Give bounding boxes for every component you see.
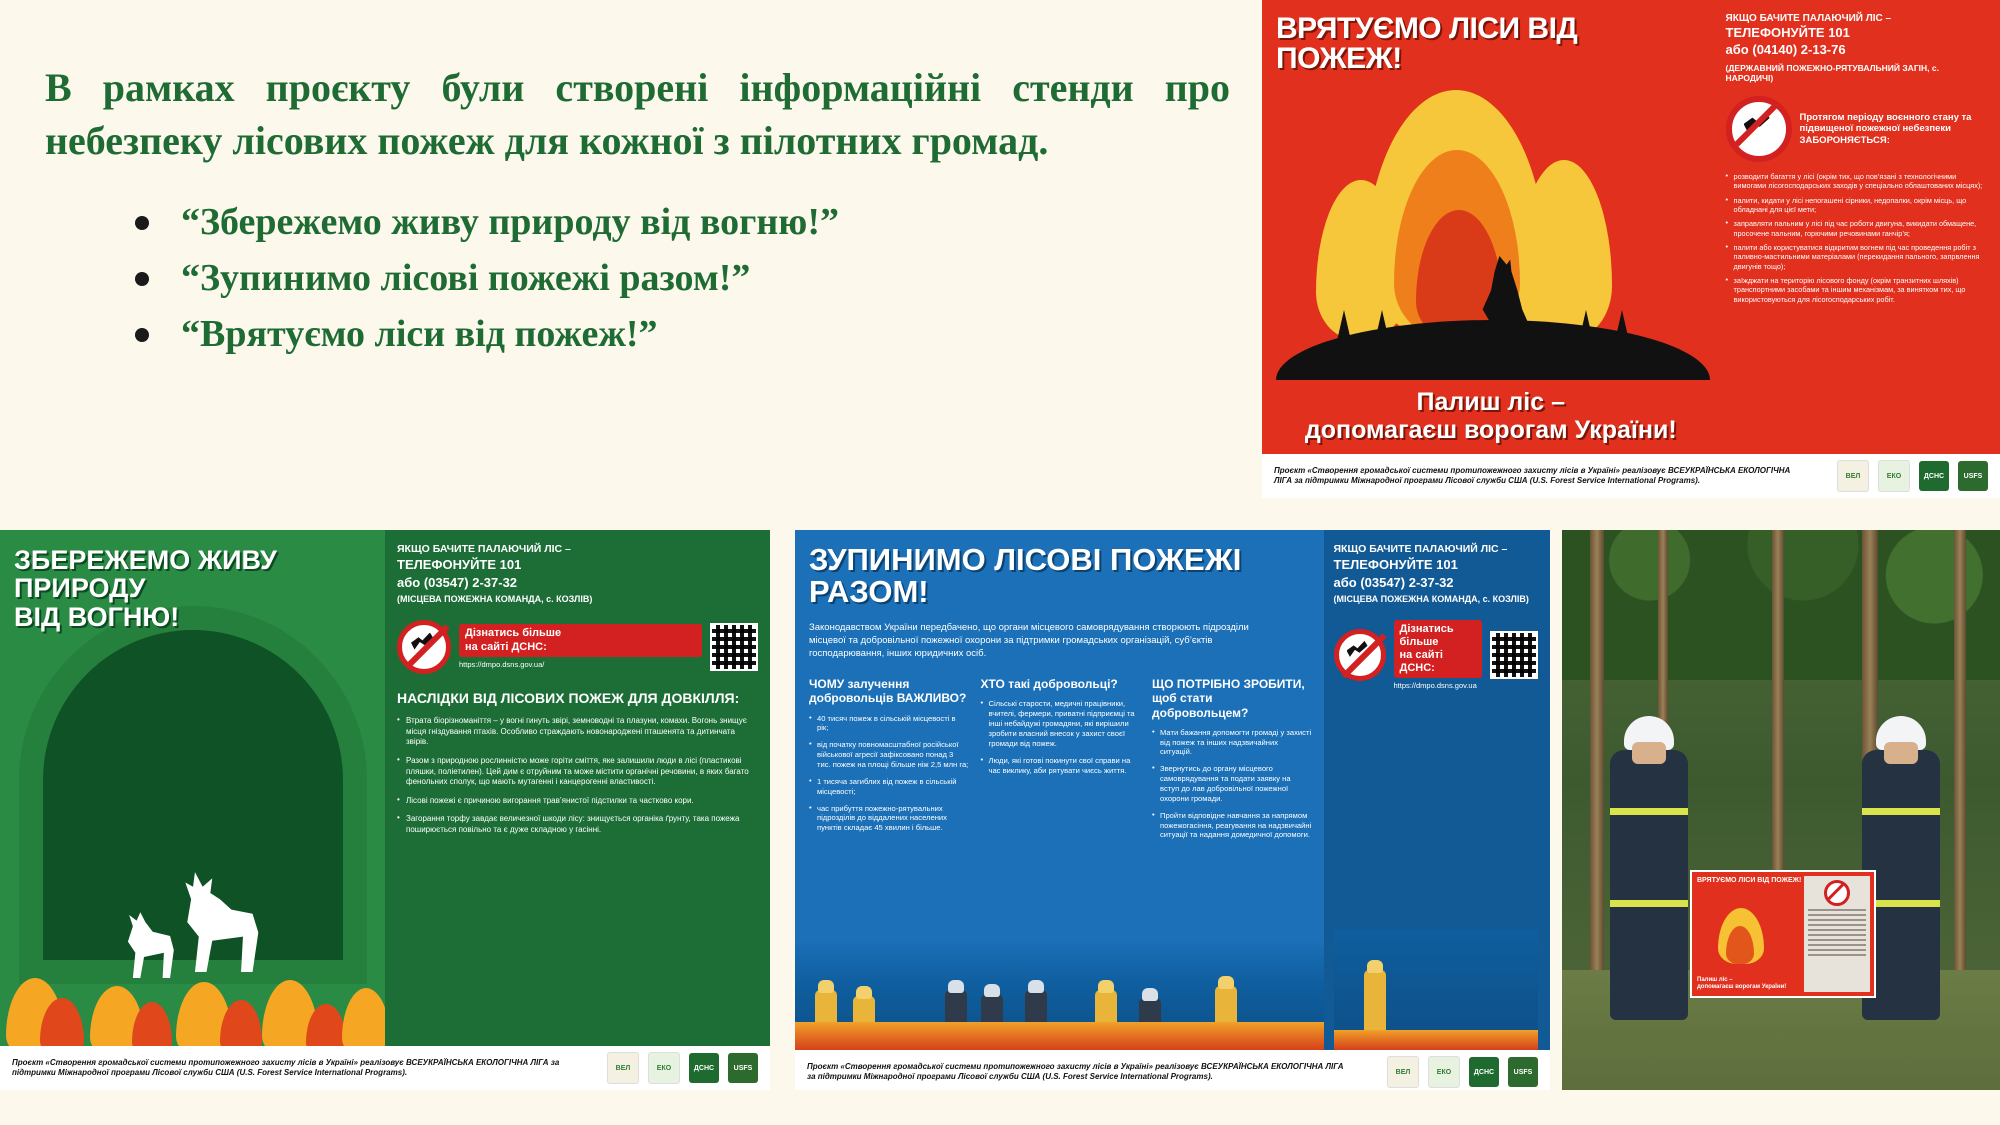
uniform-stripe (1610, 808, 1688, 815)
firefighter-figure (1364, 970, 1386, 1036)
poster-save-forests-from-fires (1262, 0, 2000, 498)
poster-blue-title-line2: РАЗОМ! (809, 574, 929, 610)
hose-illustration (1334, 930, 1539, 1050)
column-list (809, 714, 969, 834)
poster-green-info-panel (385, 530, 770, 1090)
flame-border-illustration (0, 960, 385, 1056)
poster-green-left-panel (0, 530, 385, 1090)
mini-poster-title: ВРЯТУЄМО ЛІСИ ВІД ПОЖЕЖ! (1697, 877, 1802, 884)
poster-green-title-line2: ВІД ВОГНЮ! (14, 601, 180, 632)
held-mini-poster (1690, 870, 1876, 998)
prohibition-rules-list (1726, 172, 1986, 304)
text-line (1808, 914, 1866, 916)
uniform-stripe (1610, 900, 1688, 907)
poster-blue-title (809, 544, 1312, 608)
logo-row (1387, 1056, 1538, 1088)
list-item: • Мати бажання допомогти громаді у захисті від пожеж та інших надзвичайних ситуацій. (1152, 728, 1312, 758)
usfs-logo-icon: USFS (1958, 461, 1988, 491)
column-list (981, 699, 1141, 775)
text-line (1808, 909, 1866, 911)
column-how-to-become (1152, 677, 1312, 847)
list-item: • Загорання торфу завдає величезної шкоди лісу: знищується органіка ґрунту, така пожежа поширюється повільно та є дуже складною у гасінні. (397, 814, 758, 835)
intro-paragraph: В рамках проєкту були створені інформаційні стенди про небезпеку лісових пожеж для кожної з пілотних громад. (45, 65, 1230, 163)
firefighter-photo-block (1334, 930, 1539, 1050)
uniform-stripe (1862, 808, 1940, 815)
text-line (1808, 934, 1866, 936)
usfs-logo-icon: USFS (728, 1053, 758, 1083)
tree-silhouette-icon (1612, 310, 1632, 354)
poster-red-emergency-contact (1726, 12, 1986, 59)
slogan-text: “Врятуємо ліси від пожеж!” (181, 313, 658, 356)
text-line (1808, 949, 1866, 951)
poster-red-slogan-line2: допомагаєш ворогам України! (1304, 416, 1677, 444)
ground-fire-strip (795, 1022, 1324, 1050)
text-line (1808, 924, 1866, 926)
usfs-logo-icon: USFS (1508, 1057, 1538, 1087)
vel-logo-icon: ВЕЛ (1387, 1056, 1419, 1088)
match-glyph-icon (1744, 112, 1770, 132)
list-item: • час прибуття пожежно-рятувальних підрозділів до віддалених населених пунктів складає 45 хвилин і більше. (809, 804, 969, 834)
bullet-dot-icon (135, 328, 149, 342)
logo-row (1837, 460, 1988, 492)
contact-line1: ЯКЩО БАЧИТЕ ПАЛАЮЧИЙ ЛІС – (397, 543, 571, 555)
list-item: • Сільські старости, медичні працівники, вчителі, фермери, приватні підприємці та інші небайдужі громадяни, які вирішили зробити власний внесок у захист своєї громади від пожеж. (981, 699, 1141, 748)
logo-row (607, 1052, 758, 1084)
column-heading: ЩО ПОТРІБНО ЗРОБИТИ, щоб стати добровольцем? (1152, 677, 1305, 720)
no-fire-icon (1824, 880, 1850, 906)
eco-logo-icon: ЕКО (648, 1052, 680, 1084)
poster-blue-footer (795, 1050, 1550, 1090)
contact-line2: ТЕЛЕФОНУЙТЕ 101 (1333, 557, 1458, 573)
list-item: • палити, кидати у лісі непогашені сірники, недопалки, окрім місць, що обладнані для цієї мети; (1726, 196, 1986, 215)
poster-blue-info-panel (1324, 530, 1551, 1050)
no-fire-icon (397, 620, 451, 674)
rescuer-left (1610, 750, 1688, 1020)
text-line (1808, 944, 1866, 946)
column-list (1152, 728, 1312, 841)
poster-green-consequences-list (397, 716, 758, 835)
poster-green-section-title: НАСЛІДКИ ВІД ЛІСОВИХ ПОЖЕЖ ДЛЯ ДОВКІЛЛЯ: (397, 689, 740, 706)
contact-subtitle: (МІСЦЕВА ПОЖЕЖНА КОМАНДА, с. КОЗЛІВ) (1333, 594, 1529, 605)
poster-red-footer (1262, 454, 2000, 498)
slogan-text: “Збережемо живу природу від вогню!” (181, 200, 839, 243)
poster-stop-forest-fires-together (795, 530, 1550, 1090)
list-item: • від початку повномасштабної російської військової агресії зафіксовано понад 3 тис. пожеж на площі більше ніж 2,5 млн га; (809, 740, 969, 770)
poster-green-footer (0, 1046, 770, 1090)
ground-fire-strip (1334, 1030, 1539, 1050)
prohibition-block (1726, 96, 1986, 162)
mini-poster-slogan (1697, 977, 1786, 991)
list-item: • Лісові пожежі є причиною вигорання трав’янистої підстилки та частково кори. (397, 796, 758, 807)
text-line (1808, 939, 1866, 941)
text-line (1808, 929, 1866, 931)
learn-more-url[interactable]: https://dmpo.dsns.gov.ua (1393, 681, 1477, 691)
face (1632, 742, 1666, 764)
tree-silhouette-icon (1576, 310, 1596, 354)
poster-red-info-panel (1720, 0, 2000, 454)
learn-more-text-box (1394, 620, 1483, 691)
list-item: • Разом з природною рослинністю може горіти сміття, яке залишили люди в лісі (пластикові пляшки, поліетилен). Цей дим є отруйним та може містити органічні речовини, в яких багато фенольних сполук, що мають мутагенні і канцерогенні властивості. (397, 756, 758, 788)
mini-poster-slogan-line2: допомагаєш ворогам України! (1697, 984, 1787, 991)
list-item (135, 194, 1230, 250)
match-glyph-icon (411, 633, 433, 650)
qr-code-icon[interactable] (1490, 631, 1538, 679)
list-item: • заїжджати на територію лісового фонду (окрім транзитних шляхів) транспортними засобами та іншим механізмам, за винятком тих, що використовуються для лісогосподарських робіт. (1726, 276, 1986, 304)
contact-line3: або (03547) 2-37-32 (1333, 574, 1454, 590)
dsns-logo-icon: ДСНС (1919, 461, 1949, 491)
learn-more-line2: на сайті ДСНС: (465, 640, 547, 653)
list-item (135, 250, 1230, 306)
learn-more-title (1394, 620, 1483, 679)
mini-poster-slogan-line1: Палиш ліс – (1697, 977, 1733, 984)
poster-red-footer-text: Проєкт «Створення громадської системи протипожежного захисту лісів в Україні» реалізовує ВСЕУКРАЇНСЬКА ЕКОЛОГІЧНА ЛІГА за підтримки Міжнародної програми Лісової служби США (U.S. Forest Service International Programs). (1274, 465, 1791, 485)
learn-more-line1: Дізнатись більше (1399, 622, 1454, 648)
contact-line3: або (03547) 2-37-32 (397, 574, 518, 590)
learn-more-url[interactable]: https://dmpo.dsns.gov.ua/ (459, 659, 545, 669)
match-glyph-icon (1347, 641, 1368, 657)
contact-line3: або (04140) 2-13-76 (1725, 41, 1846, 57)
eco-logo-icon: ЕКО (1428, 1056, 1460, 1088)
learn-more-block (397, 620, 758, 674)
vel-logo-icon: ВЕЛ (607, 1052, 639, 1084)
list-item: • палити або користуватися відкритим вогнем під час проведення робіт з паливно-мастильними матеріалами (перекидання пального, запрвлення двигунів тощо); (1726, 243, 1986, 271)
learn-more-title (459, 624, 702, 656)
qr-code-icon[interactable] (710, 623, 758, 671)
poster-red-title: ВРЯТУЄМО ЛІСИ ВІД ПОЖЕЖ! (1276, 12, 1578, 75)
list-item: • Звернутись до органу місцевого самоврядування та подати заявку на вступ до лав добровільної пожежної охорони громади. (1152, 764, 1312, 803)
poster-blue-intro-text: Законодавством України передбачено, що органи місцевого самоврядування створюють підрозділи місцевої та добровільної пожежної охорони за підтримки громадських організацій, суб’єктів господарювання, інших юридичних осіб. (809, 622, 1249, 660)
photo-rescuers-with-stand (1562, 530, 2000, 1090)
poster-green-emergency-contact (397, 542, 758, 591)
poster-blue-title-line1: ЗУПИНИМО ЛІСОВІ ПОЖЕЖІ (809, 542, 1242, 577)
column-who-are-volunteers (981, 677, 1141, 847)
poster-green-title (0, 530, 385, 631)
poster-protect-nature-from-fire (0, 530, 770, 1090)
face (1884, 742, 1918, 764)
placeholder-text-lines (1804, 909, 1870, 956)
slogan-list (45, 194, 1230, 363)
contact-line2: ТЕЛЕФОНУЙТЕ 101 (1725, 25, 1850, 40)
poster-blue-left-panel (795, 530, 1324, 1050)
poster-red-slogan (1262, 388, 1720, 444)
firefighters-illustration (795, 940, 1324, 1050)
learn-more-line1: Дізнатись більше (465, 627, 562, 640)
slogan-text: “Зупинимо лісові пожежі разом!” (181, 256, 751, 299)
poster-green-footer-text: Проєкт «Створення громадської системи протипожежного захисту лісів в Україні» реалізовує ВСЕУКРАЇНСЬКА ЕКОЛОГІЧНА ЛІГА за підтримки Міжнародної програми Лісової служби США (U.S. Forest Service International Programs). (12, 1057, 560, 1077)
prohibition-text: Протягом періоду воєнного стану та підвищеної пожежної небезпеки ЗАБОРОНЯЄТЬСЯ: (1799, 111, 1972, 146)
list-item: • Люди, які готові покинути свої справи на час виклику, аби рятувати чиєсь життя. (981, 756, 1141, 776)
dsns-logo-icon: ДСНС (689, 1053, 719, 1083)
list-item: • Пройти відповідне навчання за напрямом пожежогасіння, реагування на надзвичайні ситуації та надання домедичної допомоги. (1152, 811, 1312, 841)
list-item: • 1 тисяча загиблих від пожеж в сільській місцевості; (809, 777, 969, 797)
poster-blue-columns (809, 677, 1312, 847)
mini-poster-info-panel (1804, 876, 1870, 992)
dsns-logo-icon: ДСНС (1469, 1057, 1499, 1087)
bullet-dot-icon (135, 216, 149, 230)
text-line (1808, 919, 1866, 921)
poster-red-left-panel (1262, 0, 1720, 454)
poster-red-slogan-line1: Палиш ліс – (1416, 388, 1566, 416)
eco-logo-icon: ЕКО (1878, 460, 1910, 492)
poster-blue-footer-text: Проєкт «Створення громадської системи протипожежного захисту лісів в Україні» реалізовує ВСЕУКРАЇНСЬКА ЕКОЛОГІЧНА ЛІГА за підтримки Міжнародної програми Лісової служби США (U.S. Forest Service International Programs). (807, 1061, 1344, 1082)
list-item: • 40 тисяч пожеж в сільській місцевості в рік; (809, 714, 969, 734)
bullet-dot-icon (135, 272, 149, 286)
learn-more-block (1334, 620, 1539, 691)
column-heading: ХТО такі добровольці? (980, 677, 1118, 692)
poster-green-title-line1: ЗБЕРЕЖЕМО ЖИВУ ПРИРОДУ (14, 545, 277, 604)
tree-silhouette-icon (1372, 310, 1392, 354)
contact-subtitle: (ДЕРЖАВНИЙ ПОЖЕЖНО-РЯТУВАЛЬНИЙ ЗАГІН, с. НАРОДИЧІ) (1725, 62, 1939, 84)
column-heading: ЧОМУ залучення добровольців ВАЖЛИВО? (809, 677, 967, 706)
no-fire-icon (1726, 96, 1792, 162)
learn-more-line2: на сайті ДСНС: (1399, 648, 1443, 675)
list-item (135, 306, 1230, 362)
list-item: • Втрата біорізноманіття – у вогні гинуть звірі, земноводні та плазуни, комахи. Вогонь знищує місця гніздування птахів. Особливо страждають новонароджені пташенята та дитинчата звірів. (397, 716, 758, 748)
list-item: • заправляти пальним у лісі під час роботи двигуна, викидати обмащене, просочене пальним, горючими речовинами ганчір’я; (1726, 219, 1986, 238)
contact-line1: ЯКЩО БАЧИТЕ ПАЛАЮЧИЙ ЛІС – (1725, 13, 1892, 24)
fire-illustration (1276, 80, 1710, 380)
text-line (1808, 954, 1866, 956)
contact-line1: ЯКЩО БАЧИТЕ ПАЛАЮЧИЙ ЛІС – (1333, 543, 1508, 555)
list-item: • розводити багаття у лісі (окрім тих, що пов’язані з технологічними вимогами лісогосподарських заходів у спеціально облаштованих місцях); (1726, 172, 1986, 191)
learn-more-text-box (459, 624, 702, 668)
tree-silhouette-icon (1334, 310, 1354, 354)
vel-logo-icon: ВЕЛ (1837, 460, 1869, 492)
contact-subtitle: (МІСЦЕВА ПОЖЕЖНА КОМАНДА, с. КОЗЛІВ) (397, 594, 593, 605)
poster-blue-emergency-contact (1334, 542, 1539, 591)
contact-line2: ТЕЛЕФОНУЙТЕ 101 (397, 557, 522, 573)
column-why-volunteers (809, 677, 969, 847)
no-fire-icon (1334, 629, 1386, 681)
slide-text-block (45, 62, 1230, 362)
